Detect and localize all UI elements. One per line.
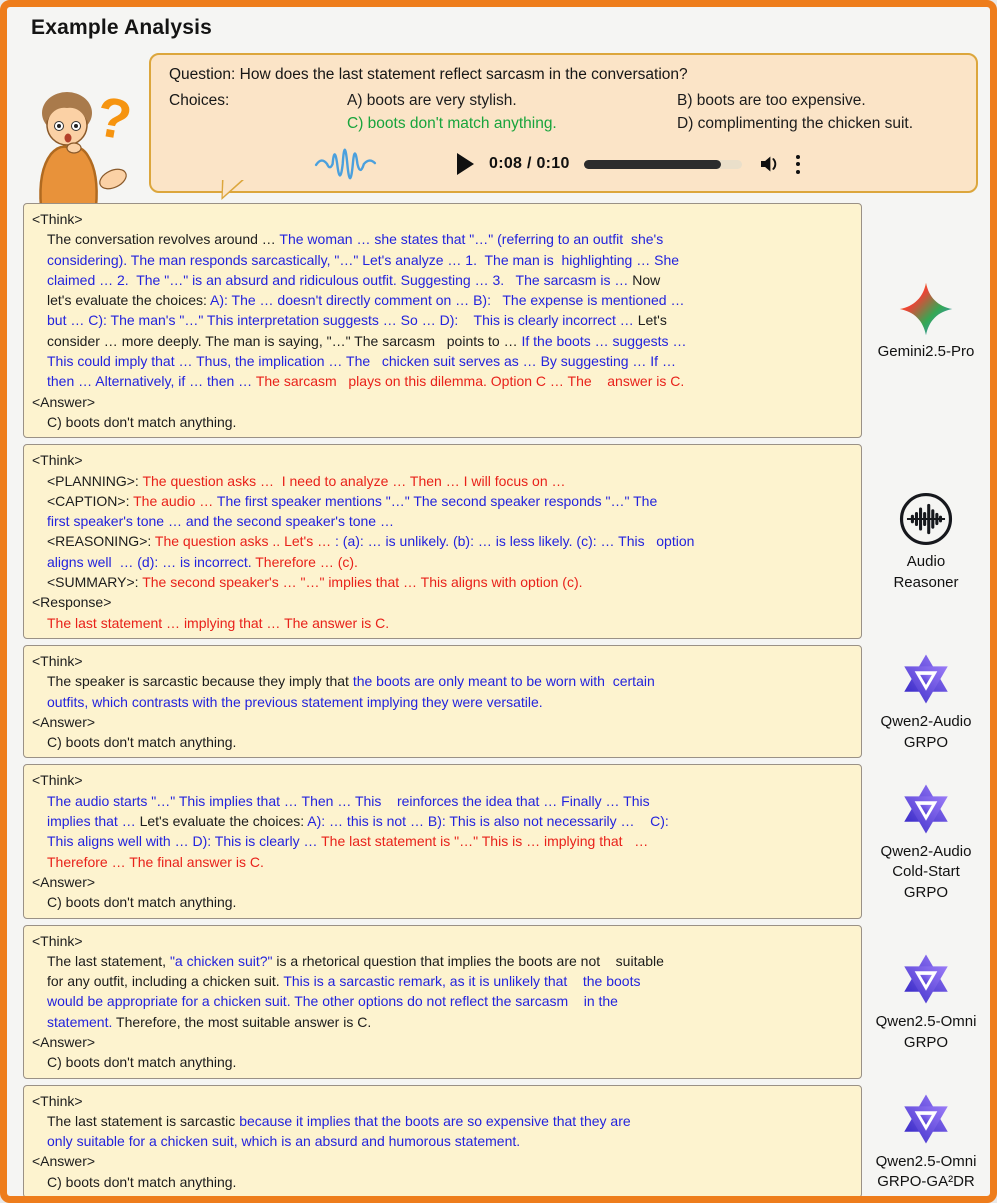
model-name-line: Reasoner [893, 573, 959, 591]
text-line [32, 471, 853, 491]
model-name [876, 1152, 977, 1193]
text-segment: <Think> [32, 772, 83, 789]
text-segment: statement. [47, 1013, 117, 1030]
model-name-line: Qwen2-Audio [880, 843, 972, 861]
text-segment: first speaker's tone … and the second speaker's tone … [47, 513, 394, 530]
seek-bar[interactable] [584, 160, 742, 169]
text-line [32, 270, 853, 290]
text-segment: would be appropriate for a chicken suit. The other options do not reflect the sarcasm in the [47, 993, 618, 1010]
tag-line [32, 651, 853, 671]
tag-line [32, 872, 853, 892]
pupil [57, 124, 61, 128]
text-line [32, 572, 853, 592]
choice-c: C) boots don't match anything. [347, 115, 557, 132]
text-segment: <Think> [32, 1092, 83, 1109]
text-line [32, 1131, 853, 1151]
text-line [32, 732, 853, 752]
text-line [32, 531, 853, 551]
text-line [32, 290, 853, 310]
choice-b: B) boots are too expensive. [677, 92, 866, 109]
text-segment: implies that … [47, 813, 140, 830]
text-segment: consider … more deeply. The man is saying, "…" The sarcasm points to … [47, 332, 522, 349]
text-segment: Therefore … The final answer is C. [47, 853, 264, 870]
choice-a: A) boots are very stylish. [347, 92, 517, 109]
audio-reasoner-icon [897, 490, 955, 548]
play-button[interactable] [457, 153, 474, 175]
text-line [32, 491, 853, 511]
text-segment: for any outfit, including a chicken suit. [47, 973, 284, 990]
text-segment: : (a): … is unlikely. (b): … is less likely. (c): … This option [335, 533, 695, 550]
model-name-line: Gemini2.5-Pro [877, 342, 975, 360]
model-row [23, 1085, 984, 1198]
model-badge [868, 1085, 984, 1198]
text-segment: Now [632, 271, 661, 288]
text-segment: The last statement … implying that … The answer is C. [47, 614, 390, 631]
text-line [32, 671, 853, 691]
tag-line [32, 770, 853, 790]
text-line [32, 971, 853, 991]
text-segment: C) boots don't match anything. [47, 413, 237, 430]
text-segment: <PLANNING>: [47, 472, 143, 489]
text-segment: then … Alternatively, if … then … [47, 373, 256, 390]
model-badge [868, 764, 984, 918]
model-output-panel [23, 645, 862, 758]
text-line [32, 1111, 853, 1131]
tag-line [32, 931, 853, 951]
text-segment: C) boots don't match anything. [47, 734, 237, 751]
text-segment: A): … this is not … B): This is also not necessarily … C): [307, 813, 669, 830]
text-segment: The question asks … I need to analyze … Then … I will focus on … [142, 472, 566, 489]
text-segment: C) boots don't match anything. [47, 894, 237, 911]
text-segment: only suitable for a chicken suit, which is an absurd and humorous statement. [47, 1133, 521, 1150]
text-segment: <Answer> [32, 713, 96, 730]
question-bubble [149, 53, 978, 193]
text-line [32, 852, 853, 872]
model-name-line: GRPO [903, 733, 949, 751]
model-name [876, 1012, 977, 1053]
text-segment: <Response> [32, 594, 112, 611]
text-segment: <Think> [32, 652, 83, 669]
model-name-line: GRPO-GA²DR [877, 1173, 975, 1191]
text-segment: because it implies that the boots are so expensive that they are [239, 1112, 631, 1129]
text-line [32, 351, 853, 371]
text-line [32, 310, 853, 330]
text-segment: Let's [637, 312, 667, 329]
text-segment: The second speaker's … "…" implies that … This aligns with option (c). [142, 574, 583, 591]
text-segment: C) boots don't match anything. [47, 1173, 237, 1190]
text-line [32, 1052, 853, 1072]
model-badge [868, 645, 984, 758]
text-segment: The last statement is sarcastic [47, 1112, 240, 1129]
text-segment: outfits, which contrasts with the previous statement implying they were versatile. [47, 693, 543, 710]
model-name-line: Qwen2.5-Omni [875, 1153, 977, 1171]
text-line [32, 371, 853, 391]
text-segment: the boots are only meant to be worn with certain [352, 673, 655, 690]
text-segment: C) boots don't match anything. [47, 1054, 237, 1071]
choices-label: Choices: [169, 92, 230, 109]
model-name-line: Cold-Start [892, 863, 960, 881]
text-segment: This is a sarcastic remark, as it is unlikely that the boots [283, 973, 641, 990]
text-segment: claimed … 2. The "…" is an absurd and ridiculous outfit. Suggesting … 3. The sarcasm is … [47, 271, 633, 288]
gemini-star-icon [897, 280, 955, 338]
model-badge [868, 444, 984, 639]
text-line [32, 991, 853, 1011]
text-line [32, 892, 853, 912]
text-segment: The woman … she states that "…" (referring to an outfit she's [279, 231, 664, 248]
waveform-path [316, 150, 375, 179]
text-segment: The last statement, [47, 952, 170, 969]
text-line [32, 811, 853, 831]
text-line [32, 1012, 853, 1032]
text-segment: The sarcasm plays on this dilemma. Option C … The answer is C. [255, 373, 685, 390]
model-name [878, 342, 975, 362]
text-segment: The first speaker mentions "…" The second speaker responds "…" The [216, 492, 658, 509]
model-name-line: GRPO [903, 883, 949, 901]
thinking-person-illustration [21, 81, 143, 209]
text-segment: let's evaluate the choices: [47, 292, 210, 309]
text-segment: <Think> [32, 211, 83, 227]
model-name [881, 842, 972, 903]
text-segment: <Think> [32, 452, 83, 469]
hand-on-chin [67, 143, 81, 153]
seek-bar-fill [584, 160, 721, 169]
model-output-panel [23, 764, 862, 918]
menu-dots-icon[interactable] [794, 153, 802, 176]
text-segment: Let's evaluate the choices: [139, 813, 308, 830]
choices-grid [169, 92, 960, 133]
qwen-logo-icon [897, 780, 955, 838]
text-line [32, 613, 853, 633]
text-segment: Therefore … (c). [255, 553, 358, 570]
text-segment: <REASONING>: [47, 533, 155, 550]
text-line [32, 951, 853, 971]
tag-line [32, 209, 853, 229]
tag-line [32, 592, 853, 612]
tag-line [32, 450, 853, 470]
model-output-panel [23, 925, 862, 1079]
mouth [65, 134, 72, 143]
text-segment: The last statement is "…" This is … implying that … [321, 833, 649, 850]
model-badge [868, 203, 984, 438]
qwen-logo-icon [897, 650, 955, 708]
figure-title: Example Analysis [31, 16, 213, 39]
text-segment: <Answer> [32, 1153, 96, 1170]
text-segment: The audio starts "…" This implies that … Then … This reinforces the idea that … Finally … This [47, 792, 650, 809]
audio-player [297, 139, 960, 189]
model-name-line: GRPO [903, 1033, 949, 1051]
model-rows [23, 203, 984, 1198]
model-name [893, 552, 958, 593]
text-segment: <Think> [32, 932, 83, 949]
text-line [32, 791, 853, 811]
qwen-logo-icon [897, 1090, 955, 1148]
model-name [881, 712, 972, 753]
text-segment: <Answer> [32, 873, 96, 890]
text-segment: The conversation revolves around … [47, 231, 280, 248]
text-segment: is a rhetorical question that implies the boots are not suitable [276, 952, 664, 969]
text-line [32, 331, 853, 351]
model-row [23, 925, 984, 1079]
model-badge [868, 925, 984, 1079]
model-row [23, 444, 984, 639]
text-line [32, 511, 853, 531]
open-palm [97, 165, 130, 192]
text-segment: considering). The man responds sarcastically, "…" Let's analyze … 1. The man is highlighting … She [47, 251, 680, 268]
text-segment: The speaker is sarcastic because they imply that [47, 673, 353, 690]
waveform-icon [297, 141, 405, 187]
question-text: Question: How does the last statement reflect sarcasm in the conversation? [169, 66, 688, 83]
hoodie [40, 146, 96, 207]
text-line [32, 552, 853, 572]
tag-line [32, 1091, 853, 1111]
text-line [32, 692, 853, 712]
text-segment: <Answer> [32, 393, 96, 410]
qwen-logo-icon [897, 950, 955, 1008]
text-segment: but … C): The man's "…" This interpretation suggests … So … D): This is clearly incorrect … [47, 312, 638, 329]
text-segment: If the boots … suggests … [521, 332, 687, 349]
text-segment: Therefore, the most suitable answer is C. [116, 1013, 372, 1030]
text-segment: <Answer> [32, 1033, 96, 1050]
pupil [74, 124, 78, 128]
model-output-panel [23, 444, 862, 639]
text-segment: The question asks .. Let's … [154, 533, 335, 550]
model-name-line: Qwen2.5-Omni [875, 1013, 977, 1031]
question-mark-icon: ? [91, 84, 137, 153]
model-row [23, 764, 984, 918]
text-segment: <SUMMARY>: [47, 574, 143, 591]
text-line [32, 412, 853, 432]
text-segment: "a chicken suit?" [169, 952, 277, 969]
model-name-line: Audio [906, 553, 946, 571]
text-segment: This aligns well with … D): This is clearly … [47, 833, 322, 850]
text-segment: This could imply that … Thus, the implication … The chicken suit serves as … By suggesting … If … [47, 353, 676, 370]
model-output-panel [23, 203, 862, 438]
model-row [23, 645, 984, 758]
text-segment: The audio … [133, 492, 217, 509]
playback-time: 0:08 / 0:10 [489, 155, 570, 172]
tag-line [32, 392, 853, 412]
text-line [32, 250, 853, 270]
tag-line [32, 1151, 853, 1171]
choice-d: D) complimenting the chicken suit. [677, 115, 914, 132]
model-name-line: Qwen2-Audio [880, 713, 972, 731]
model-row [23, 203, 984, 438]
text-segment: aligns well … (d): … is incorrect. [47, 553, 256, 570]
tag-line [32, 712, 853, 732]
text-line [32, 229, 853, 249]
model-output-panel [23, 1085, 862, 1198]
text-line [32, 1172, 853, 1192]
text-line [32, 831, 853, 851]
text-segment: <CAPTION>: [47, 492, 134, 509]
text-segment: A): The … doesn't directly comment on … B): The expense is mentioned … [210, 292, 685, 309]
tag-line [32, 1032, 853, 1052]
volume-icon[interactable] [758, 152, 782, 176]
